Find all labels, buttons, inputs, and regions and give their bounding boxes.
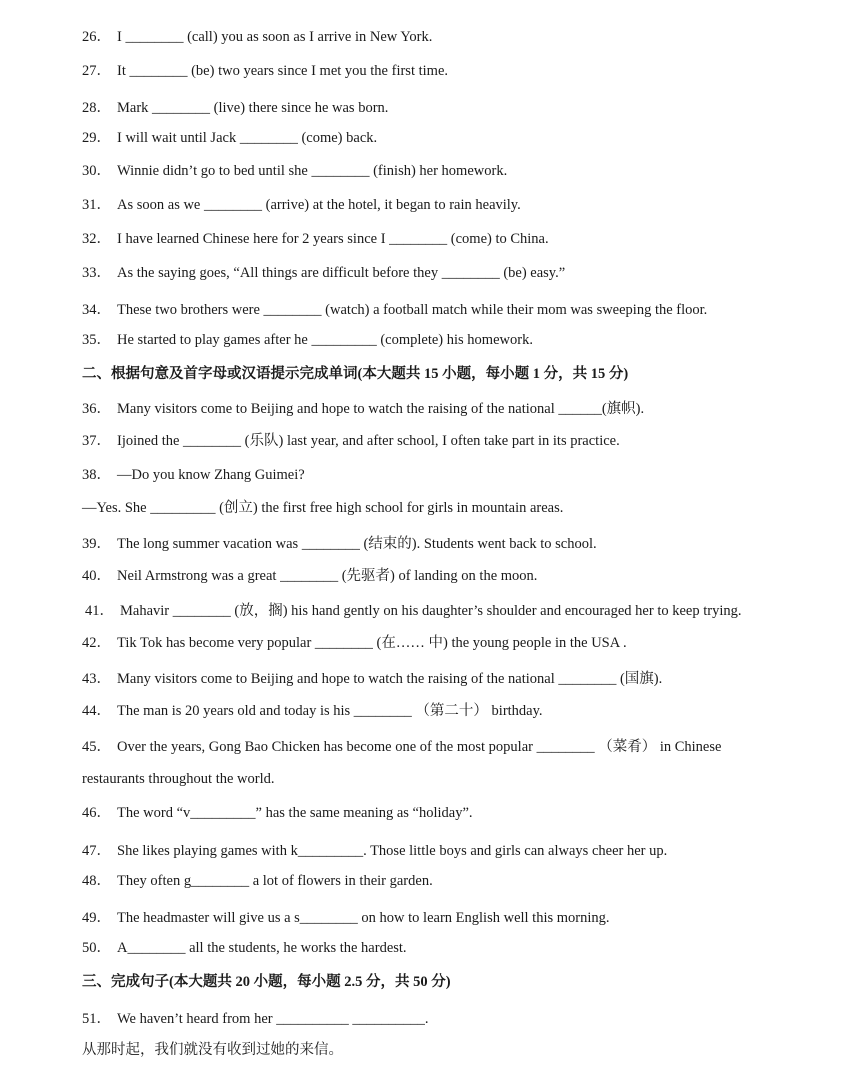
section-3-heading	[82, 973, 451, 991]
question-number: 39．	[82, 536, 111, 552]
question-38	[82, 466, 305, 484]
question-text: The headmaster will give us a s________ on how to learn English well this morning.	[117, 910, 610, 926]
question-text: Mark ________ (live) there since he was born.	[117, 100, 389, 116]
question-text: The long summer vacation was ________ (结束的). Students went back to school.	[117, 536, 597, 552]
question-37	[82, 432, 620, 450]
question-text: Tik Tok has become very popular ________ (在…… 中) the young people in the USA .	[117, 635, 627, 651]
section-title: 二、根据句意及首字母或汉语提示完成单词(本大题共 15 小题，每小题 1 分，共 15 分)	[82, 366, 629, 382]
question-text: Winnie didn’t go to bed until she ________ (finish) her homework.	[117, 163, 508, 179]
question-number: 36．	[82, 401, 111, 417]
question-number: 49．	[82, 910, 111, 926]
question-27	[82, 62, 448, 80]
question-number: 44．	[82, 703, 111, 719]
question-number: 30．	[82, 163, 111, 179]
question-43	[82, 670, 662, 688]
question-45-continued	[82, 770, 275, 788]
question-32	[82, 230, 549, 248]
question-35	[82, 331, 533, 349]
question-number: 31．	[82, 197, 111, 213]
section-title: 三、完成句子(本大题共 20 小题，每小题 2.5 分，共 50 分)	[82, 974, 451, 990]
question-number: 50．	[82, 940, 111, 956]
question-42	[82, 634, 627, 652]
question-text: A________ all the students, he works the hardest.	[117, 940, 407, 956]
question-text: —Yes. She _________ (创立) the first free high school for girls in mountain areas.	[82, 500, 564, 516]
question-number: 32．	[82, 231, 111, 247]
question-50	[82, 939, 407, 957]
question-text: Mahavir ________ (放，搁) his hand gently on his daughter’s shoulder and encouraged her to keep trying.	[120, 603, 742, 619]
question-28	[82, 99, 388, 117]
section-2-heading	[82, 365, 628, 383]
question-36	[82, 400, 644, 418]
question-48	[82, 872, 433, 890]
question-number: 47．	[82, 843, 111, 859]
question-number: 46．	[82, 805, 111, 821]
question-49	[82, 909, 610, 927]
question-text: restaurants throughout the world.	[82, 771, 275, 787]
question-number: 45．	[82, 739, 111, 755]
question-41	[85, 602, 741, 620]
question-number: 27．	[82, 63, 111, 79]
question-text: I have learned Chinese here for 2 years since I ________ (come) to China.	[117, 231, 549, 247]
question-text: Ijoined the ________ (乐队) last year, and after school, I often take part in its practice.	[117, 433, 620, 449]
question-number: 28．	[82, 100, 111, 116]
question-number: 33．	[82, 265, 111, 281]
question-text: Over the years, Gong Bao Chicken has become one of the most popular ________ （菜肴） in Chinese	[117, 739, 722, 755]
question-26	[82, 28, 432, 46]
question-text: Many visitors come to Beijing and hope to watch the raising of the national ______(旗帜).	[117, 401, 645, 417]
question-number: 42．	[82, 635, 111, 651]
question-text: It ________ (be) two years since I met you the first time.	[117, 63, 449, 79]
question-45	[82, 738, 721, 756]
question-text: I ________ (call) you as soon as I arrive in New York.	[117, 29, 433, 45]
question-34	[82, 301, 707, 319]
question-number: 43．	[82, 671, 111, 687]
question-33	[82, 264, 565, 282]
question-number: 48．	[82, 873, 111, 889]
question-number: 40．	[82, 568, 111, 584]
question-text: As the saying goes, “All things are difficult before they ________ (be) easy.”	[117, 265, 566, 281]
question-number: 41．	[85, 603, 114, 619]
question-text: The word “v_________” has the same meaning as “holiday”.	[117, 805, 473, 821]
question-number: 37．	[82, 433, 111, 449]
question-40	[82, 567, 537, 585]
question-text: She likes playing games with k_________. Those little boys and girls can always cheer her up.	[117, 843, 668, 859]
question-text: These two brothers were ________ (watch) a football match while their mom was sweeping the floor.	[117, 302, 708, 318]
question-46	[82, 804, 473, 822]
question-text: They often g________ a lot of flowers in their garden.	[117, 873, 433, 889]
question-number: 35．	[82, 332, 111, 348]
question-number: 29．	[82, 130, 111, 146]
question-51	[82, 1010, 428, 1028]
question-text: Neil Armstrong was a great ________ (先驱者) of landing on the moon.	[117, 568, 538, 584]
question-text: —Do you know Zhang Guimei?	[117, 467, 305, 483]
question-text: The man is 20 years old and today is his ________ （第二十） birthday.	[117, 703, 543, 719]
translation-text: 从那时起，我们就没有收到过她的来信。	[82, 1042, 343, 1058]
question-47	[82, 842, 667, 860]
question-39	[82, 535, 597, 553]
question-text: We haven’t heard from her __________ __________.	[117, 1011, 429, 1027]
question-number: 26．	[82, 29, 111, 45]
question-38-reply	[82, 499, 563, 517]
question-number: 51．	[82, 1011, 111, 1027]
question-number: 34．	[82, 302, 111, 318]
question-31	[82, 196, 521, 214]
question-30	[82, 162, 507, 180]
question-29	[82, 129, 377, 147]
question-text: Many visitors come to Beijing and hope to watch the raising of the national ________ (国旗).	[117, 671, 663, 687]
question-text: As soon as we ________ (arrive) at the hotel, it began to rain heavily.	[117, 197, 521, 213]
question-text: He started to play games after he _________ (complete) his homework.	[117, 332, 533, 348]
question-44	[82, 702, 543, 720]
question-text: I will wait until Jack ________ (come) back.	[117, 130, 378, 146]
question-number: 38．	[82, 467, 111, 483]
question-51-translation	[82, 1041, 343, 1059]
